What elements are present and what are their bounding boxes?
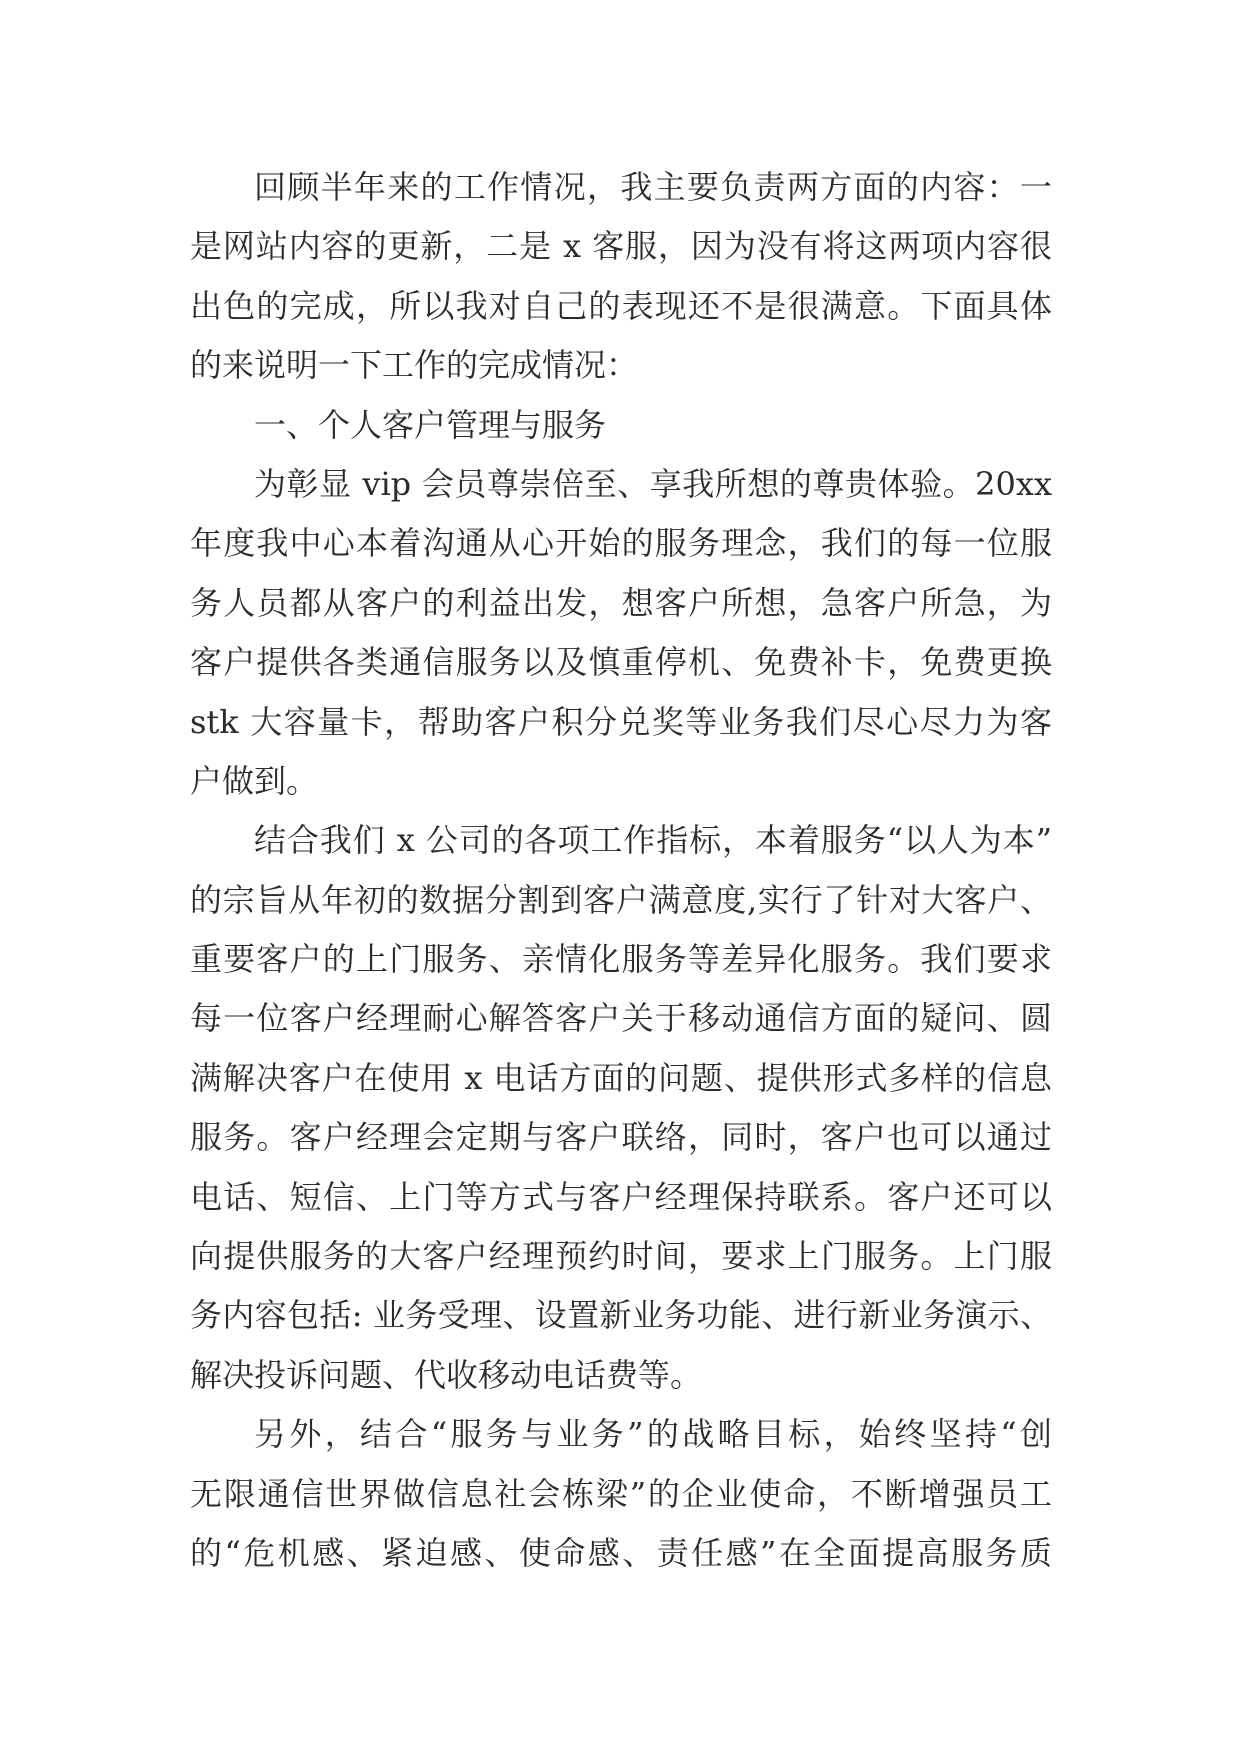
text-line: 重要客户的上门服务、亲情化服务等差异化服务。我们要求: [190, 940, 1052, 979]
paragraph-strategy: [190, 1405, 1052, 1583]
text-line: 客户提供各类通信服务以及慎重停机、免费补卡，免费更换: [190, 643, 1052, 682]
text-line: 务人员都从客户的利益出发，想客户所想，急客户所急，为: [190, 583, 1052, 622]
text-line: 年度我中心本着沟通从心开始的服务理念，我们的每一位服: [190, 524, 1052, 563]
text-line: 结合我们 x 公司的各项工作指标，本着服务“以人为本”: [254, 821, 1052, 860]
paragraph-vip: [190, 455, 1052, 811]
text-line: 回顾半年来的工作情况，我主要负责两方面的内容：一: [254, 168, 1052, 206]
paragraph-intro: [190, 158, 1052, 396]
text-line: 电话、短信、上门等方式与客户经理保持联系。客户还可以: [190, 1177, 1052, 1216]
text-line: 另外，结合“服务与业务”的战略目标，始终坚持“创: [254, 1415, 1052, 1454]
text-line: 户做到。: [190, 761, 319, 800]
text-line: 的宗旨从年初的数据分割到客户满意度,实行了针对大客户、: [190, 880, 1052, 919]
paragraph-service: [190, 811, 1052, 1405]
text-line: 满解决客户在使用 x 电话方面的问题、提供形式多样的信息: [190, 1058, 1052, 1097]
text-line: 为彰显 vip 会员尊崇倍至、享我所想的尊贵体验。20xx: [254, 464, 1052, 503]
text-line: 的来说明一下工作的完成情况：: [190, 346, 639, 385]
text-line: 是网站内容的更新，二是 x 客服，因为没有将这两项内容很: [190, 227, 1052, 266]
text-line: 每一位客户经理耐心解答客户关于移动通信方面的疑问、圆: [190, 999, 1052, 1038]
text-line: 向提供服务的大客户经理预约时间，要求上门服务。上门服: [190, 1237, 1052, 1276]
section-heading: [190, 396, 1052, 455]
text-line: 出色的完成，所以我对自己的表现还不是很满意。下面具体: [190, 286, 1052, 325]
text-line: 无限通信世界做信息社会栋梁”的企业使命，不断增强员工: [190, 1474, 1052, 1513]
text-line: 解决投诉问题、代收移动电话费等。: [190, 1355, 703, 1394]
text-line: 务内容包括: 业务受理、设置新业务功能、进行新业务演示、: [190, 1296, 1052, 1335]
text-line: 的“危机感、紧迫感、使命感、责任感”在全面提高服务质: [190, 1533, 1052, 1572]
heading-text: 一、个人客户管理与服务: [254, 405, 607, 444]
text-line: 服务。客户经理会定期与客户联络，同时，客户也可以通过: [190, 1118, 1052, 1157]
document-body: [190, 158, 1052, 1583]
text-line: stk 大容量卡，帮助客户积分兑奖等业务我们尽心尽力为客: [190, 702, 1052, 741]
